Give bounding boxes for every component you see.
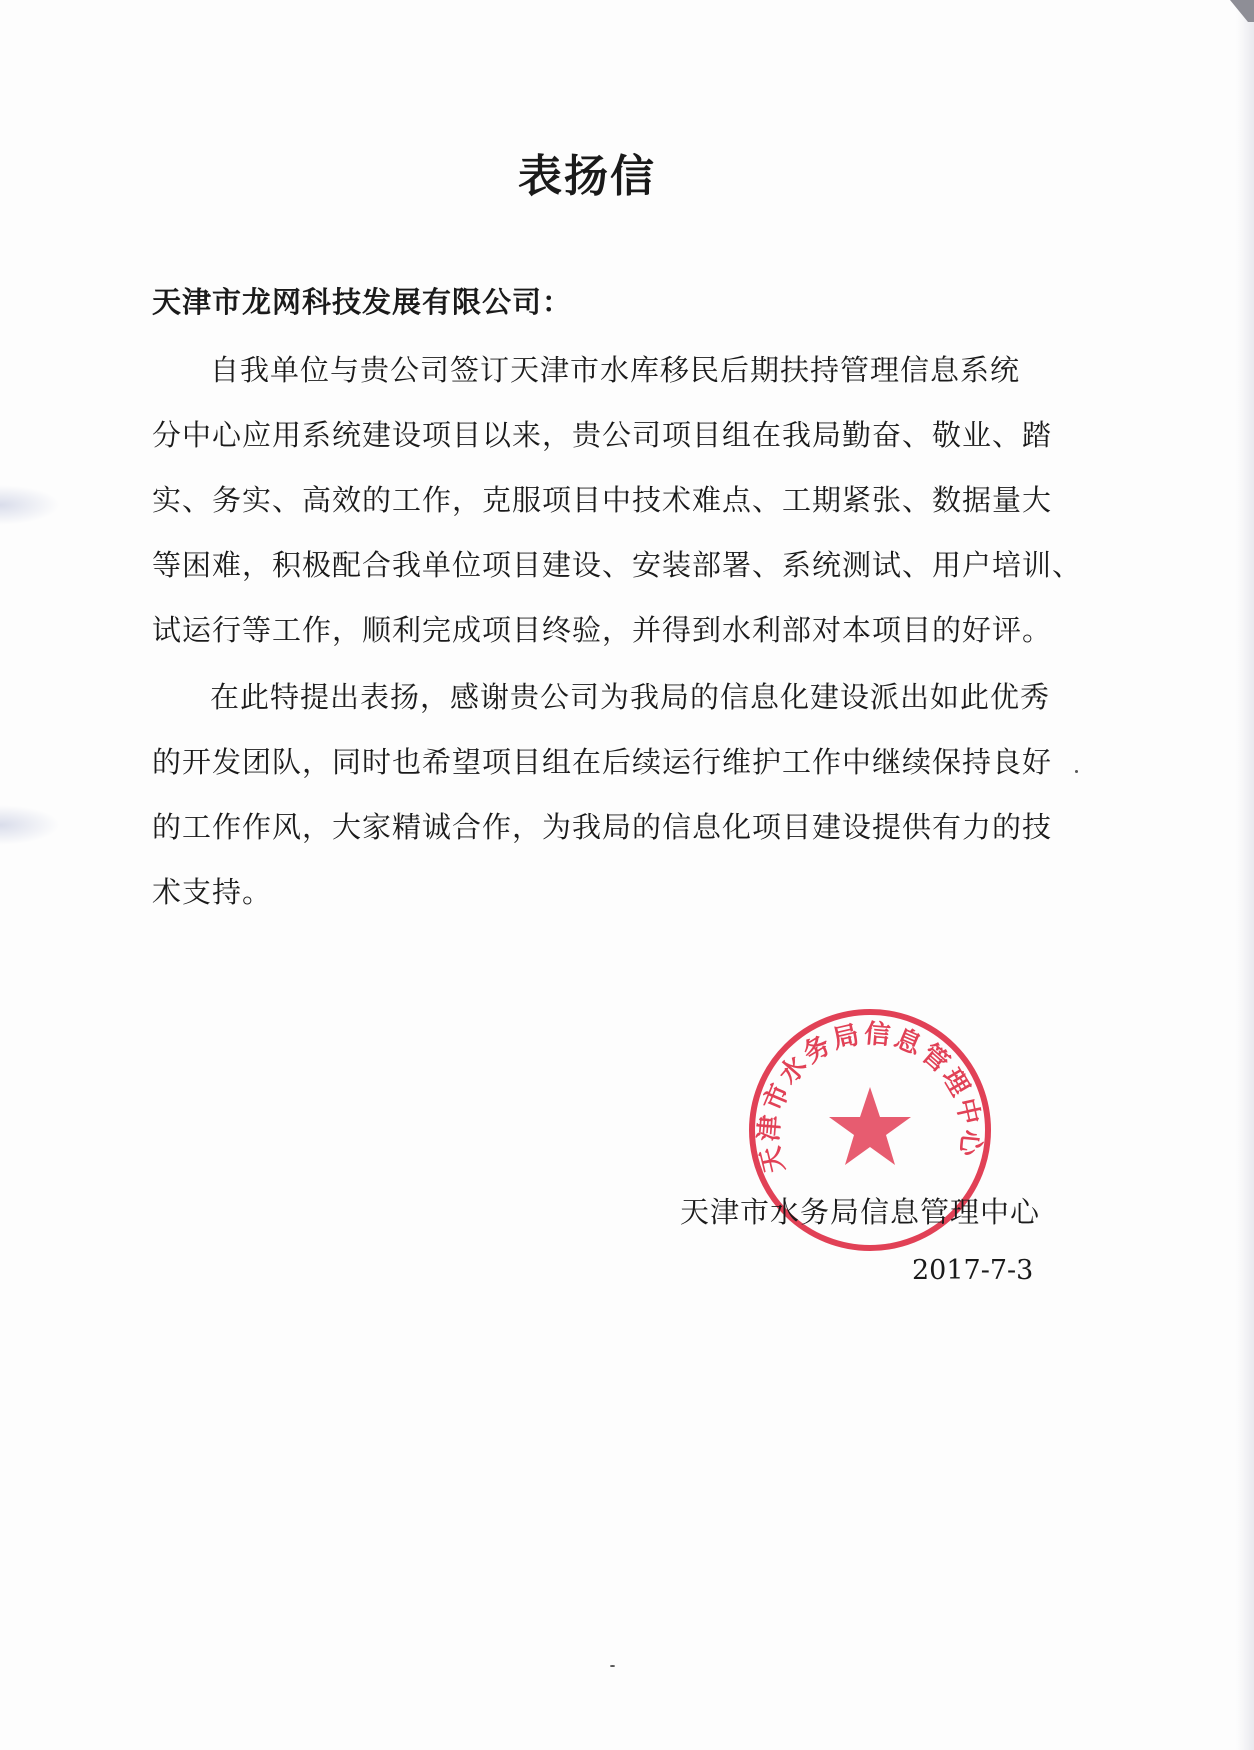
paragraph-1-line: 实、务实、高效的工作，克服项目中技术难点、工期紧张、数据量大	[152, 483, 1053, 517]
paragraph-2-line: 的开发团队，同时也希望项目组在后续运行维护工作中继续保持良好	[152, 745, 1053, 779]
paragraph-2-line: 术支持。	[152, 875, 273, 909]
paragraph-2-line: 在此特提出表扬，感谢贵公司为我局的信息化建设派出如此优秀	[210, 680, 1051, 714]
letter-recipient: 天津市龙网科技发展有限公司：	[152, 285, 573, 319]
scan-speck	[1075, 770, 1078, 773]
scan-speck	[610, 1665, 615, 1667]
paragraph-1-line: 分中心应用系统建设项目以来，贵公司项目组在我局勤奋、敬业、踏	[152, 418, 1053, 452]
letter-sender: 天津市水务局信息管理中心	[680, 1195, 1041, 1229]
letter-title: 表扬信	[518, 151, 656, 202]
scan-smudge	[0, 805, 60, 845]
letter-date: 2017-7-3	[912, 1255, 1034, 1286]
paragraph-2-line: 的工作作风，大家精诚合作，为我局的信息化项目建设提供有力的技	[152, 810, 1053, 844]
paragraph-1-line: 试运行等工作，顺利完成项目终验，并得到水利部对本项目的好评。	[152, 613, 1053, 647]
scan-edge-shadow	[1236, 0, 1254, 1750]
paragraph-1-line: 自我单位与贵公司签订天津市水库移民后期扶持管理信息系统	[210, 353, 1021, 387]
paragraph-1-line: 等困难，积极配合我单位项目建设、安装部署、系统测试、用户培训、	[152, 548, 1083, 582]
scan-smudge	[0, 485, 60, 525]
seal-star-icon	[829, 1087, 911, 1165]
seal-text: 天津市水务局信息管理中心	[754, 1018, 986, 1176]
scan-corner-mark	[1214, 0, 1254, 22]
